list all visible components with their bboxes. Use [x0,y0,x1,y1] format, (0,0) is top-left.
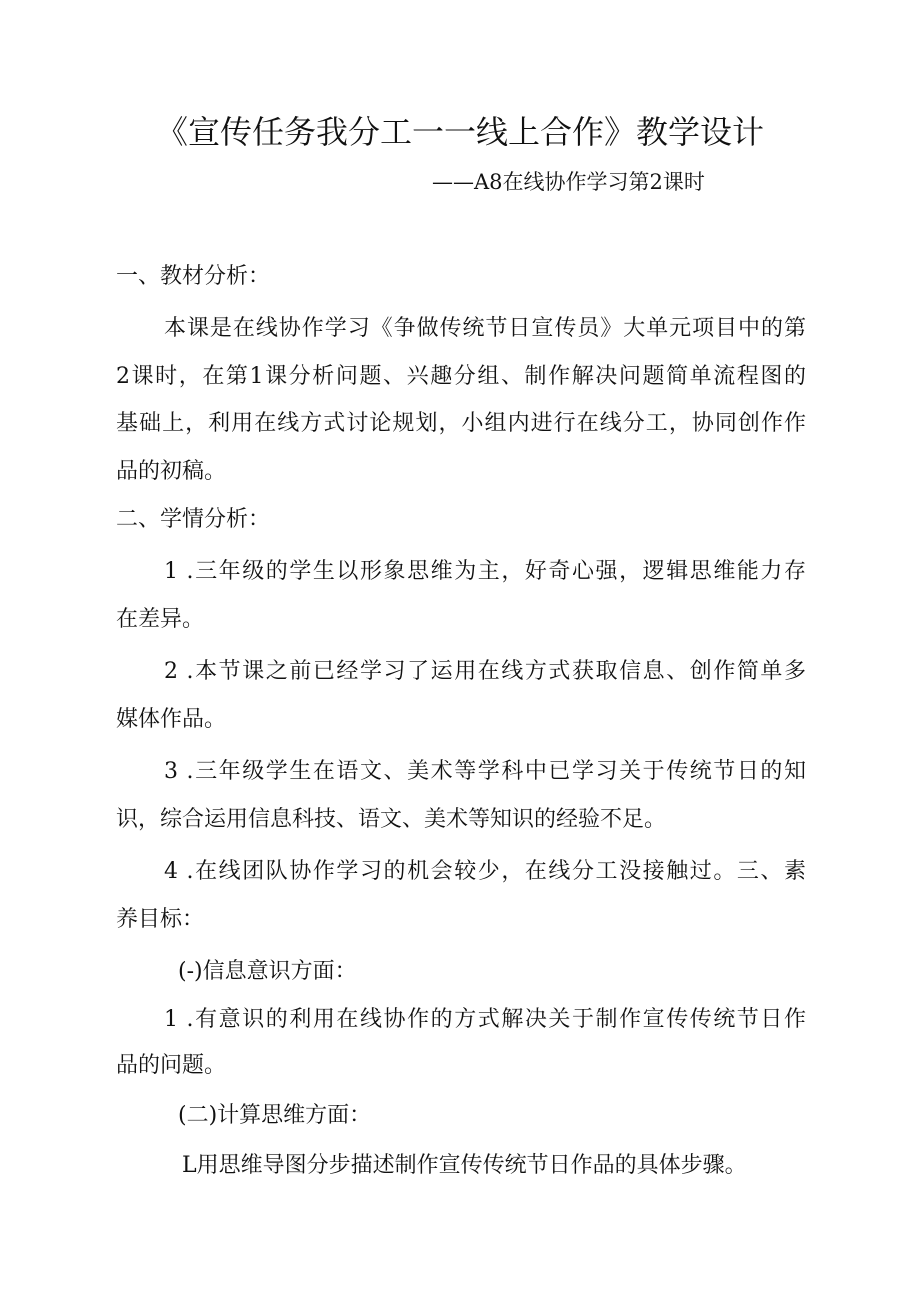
paragraph-line: 基础上，利用在线方式讨论规划，小组内进行在线分工，协同创作作 [116,411,806,436]
list-item-line: 在差异。 [116,607,205,632]
document-title: 《宣传任务我分工一一线上合作》教学设计 [155,113,764,151]
document-subtitle: ——A8在线协作学习第2课时 [432,170,705,194]
list-item-line: 2 .本节课之前已经学习了运用在线方式获取信息、创作简单多 [164,659,806,684]
list-item-line: 识，综合运用信息科技、语文、美术等知识的经验不足。 [116,807,667,832]
section-heading-student-analysis: 二、学情分析： [116,507,271,532]
subsection-heading-information-awareness: (-)信息意识方面： [178,959,357,984]
subsection-heading-computational-thinking: (二)计算思维方面： [178,1103,372,1128]
list-item-line: 3 .三年级学生在语文、美术等学科中已学习关于传统节日的知 [164,759,806,784]
list-item-line: 品的问题。 [116,1053,227,1078]
list-item-line: 4 .在线团队协作学习的机会较少，在线分工没接触过。三、素 [164,859,806,884]
paragraph-line: 品的初稿。 [116,459,227,484]
list-item-line: 1 .三年级的学生以形象思维为主，好奇心强，逻辑思维能力存 [164,559,806,584]
list-item-line: 媒体作品。 [116,707,227,732]
list-item-line: L用思维导图分步描述制作宣传传统节日作品的具体步骤。 [182,1153,747,1178]
paragraph-line: 本课是在线协作学习《争做传统节日宣传员》大单元项目中的第 [164,316,806,341]
section-heading-textbook-analysis: 一、教材分析： [116,264,271,289]
list-item-line: 1 .有意识的利用在线协作的方式解决关于制作宣传传统节日作 [164,1007,806,1032]
paragraph-line: 2课时，在第1课分析问题、兴趣分组、制作解决问题简单流程图的 [116,364,806,389]
list-item-line: 养目标： [116,907,205,932]
